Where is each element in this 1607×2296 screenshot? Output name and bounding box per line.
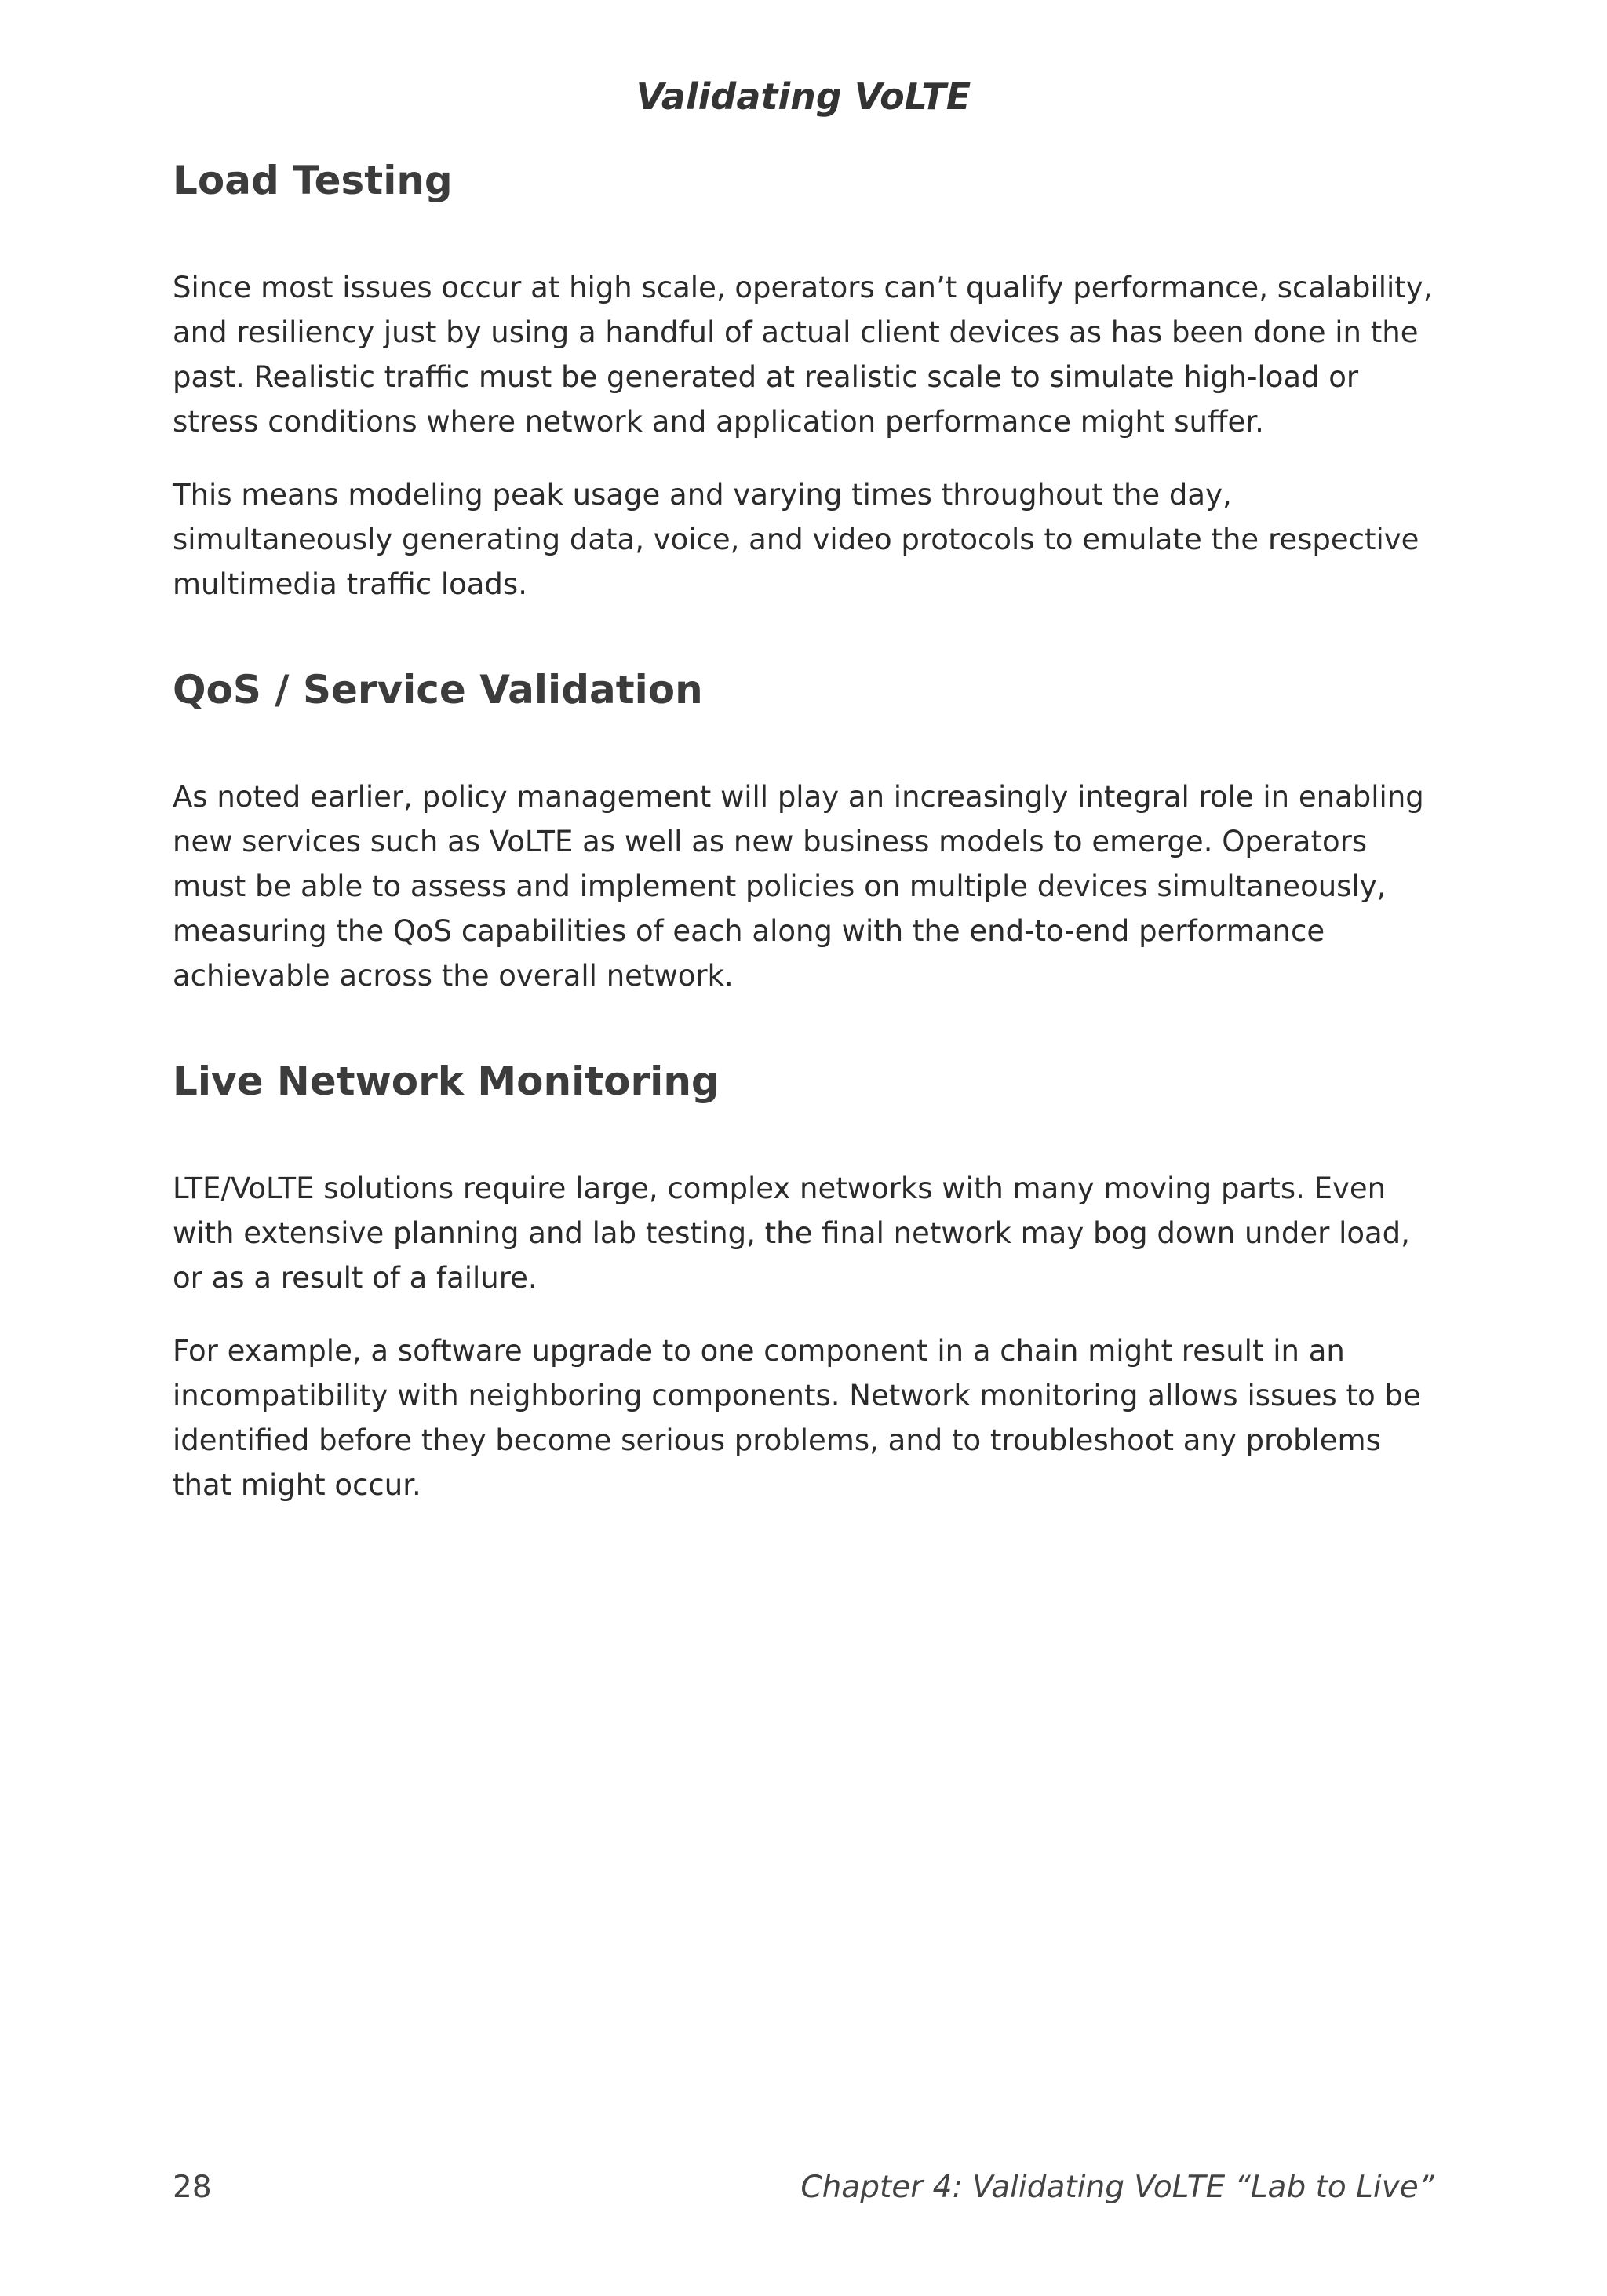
paragraph: Since most issues occur at high scale, operators can’t qualify performance, scalability, and resiliency just by using a handful of actual client devices as has been done in the past. Realistic traffic must be generated at realistic scale to simulate high-load or stress conditions where network and application performance might suffer. [173,271,1433,439]
paragraph: This means modeling peak usage and varying times throughout the day, simultaneously generating data, voice, and video protocols to emulate the respective multimedia traffic loads. [173,478,1419,601]
page-footer [173,2170,1434,2205]
section-load-testing [173,157,1444,607]
page-number: 28 [173,2170,212,2205]
section-heading: Load Testing [173,158,453,203]
paragraph: As noted earlier, policy management will play an increasingly integral role in enabling new services such as VoLTE as well as new business models to emerge. Operators must be able to assess and implement policies on multiple devices simultaneously, measuring the QoS capabilities of each along with the end-to-end performance achievable across the overall network. [173,780,1424,993]
paragraph: For example, a software upgrade to one component in a chain might result in an incompatibility with neighboring components. Network monitoring allows issues to be identified before they become serious problems, and to troubleshoot any problems that might occur. [173,1334,1421,1502]
section-heading: QoS / Service Validation [173,667,703,712]
page-body [173,157,1444,1507]
page-header-title: Validating VoLTE [636,75,971,118]
chapter-title: Chapter 4: Validating VoLTE “Lab to Live” [800,2170,1434,2205]
section-qos-service-validation [173,666,1444,998]
paragraph: LTE/VoLTE solutions require large, complex networks with many moving parts. Even with extensive planning and lab testing, the final network may bog down under load, or as a result of a failure. [173,1172,1410,1295]
section-heading: Live Network Monitoring [173,1059,720,1104]
section-live-network-monitoring [173,1058,1444,1507]
